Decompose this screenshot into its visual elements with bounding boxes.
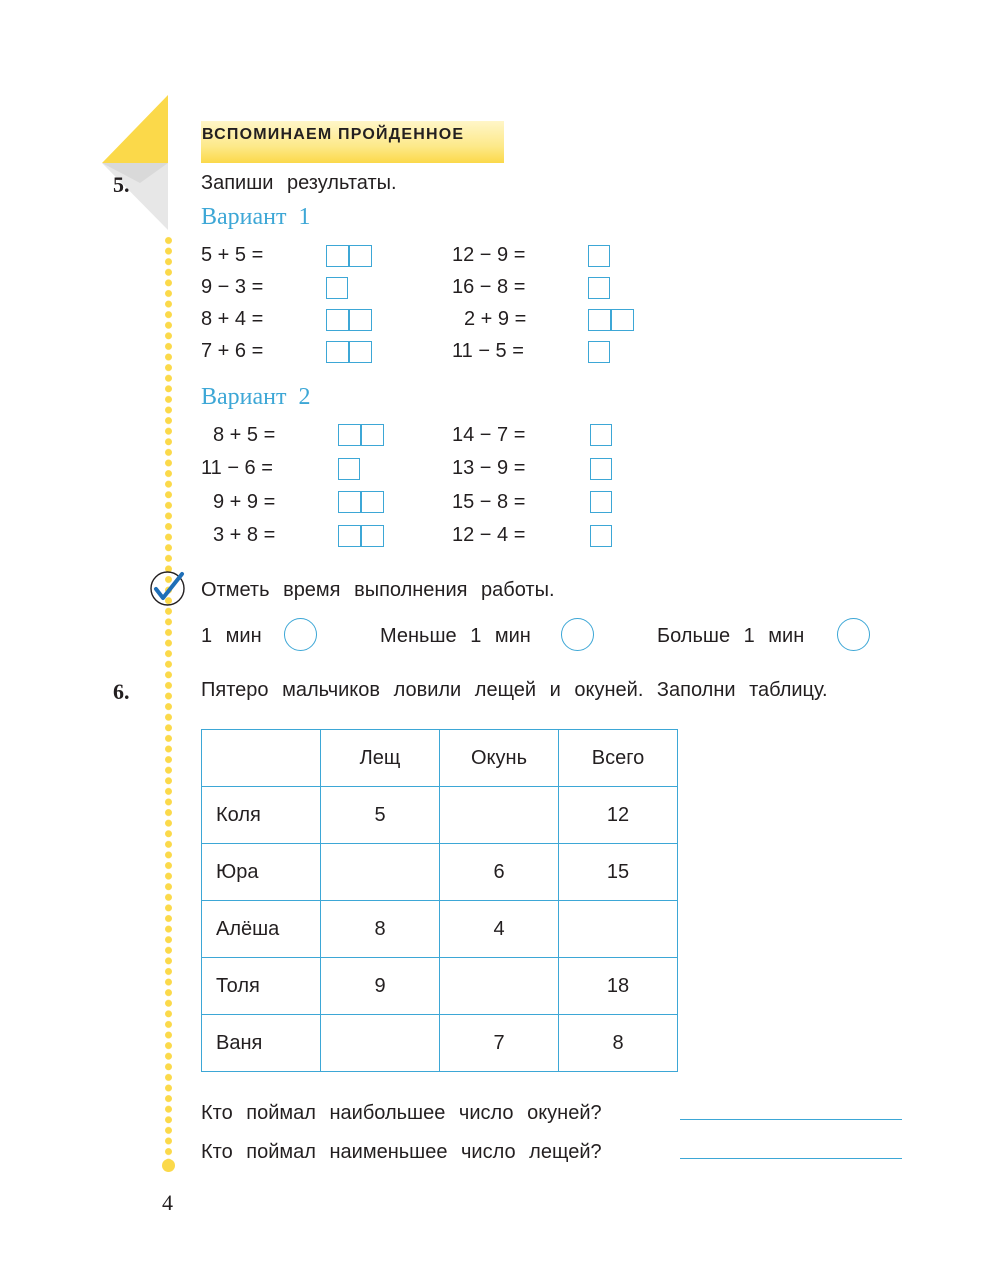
v2-left-eq-1: 8 + 5 = [213, 424, 276, 446]
answer-line-2[interactable] [680, 1158, 902, 1159]
table-cell[interactable] [321, 844, 440, 901]
table-cell[interactable]: 9 [321, 958, 440, 1015]
table-cell-name: Юра [202, 844, 321, 901]
v2-left-eq-2: 11 − 6 = [201, 457, 273, 479]
table-cell[interactable]: 18 [559, 958, 678, 1015]
answer-box-single[interactable] [590, 525, 612, 547]
v1-left-eq-3: 8 + 4 = [201, 308, 264, 330]
table-cell-name: Ваня [202, 1015, 321, 1072]
answer-box-single[interactable] [590, 458, 612, 480]
v2-left-eq-3: 9 + 9 = [213, 491, 276, 513]
task-5-number: 5. [113, 172, 130, 197]
table-cell[interactable]: 12 [559, 787, 678, 844]
table-row [202, 844, 678, 901]
timing-option-radio-2[interactable] [561, 618, 594, 651]
table-cell[interactable]: 4 [440, 901, 559, 958]
table-cell[interactable] [559, 901, 678, 958]
answer-box-double[interactable] [326, 309, 372, 331]
checkmark-icon [149, 570, 186, 607]
table-header-cell: Окунь [440, 730, 559, 787]
section-header-title: ВСПОМИНАЕМ ПРОЙДЕННОЕ [202, 126, 465, 143]
table-header-cell [202, 730, 321, 787]
table-row [202, 787, 678, 844]
table-header-cell: Всего [559, 730, 678, 787]
table-cell-name: Коля [202, 787, 321, 844]
answer-box-double[interactable] [326, 245, 372, 267]
task-6-number: 6. [113, 679, 130, 704]
corner-decoration [100, 95, 170, 230]
v2-right-eq-4: 12 − 4 = [452, 524, 526, 546]
table-cell[interactable]: 8 [559, 1015, 678, 1072]
v2-left-eq-4: 3 + 8 = [213, 524, 276, 546]
v1-left-eq-2: 9 − 3 = [201, 276, 264, 298]
table-header-row [202, 730, 678, 787]
timing-option-label-1: 1 мин [201, 625, 262, 647]
v1-right-eq-2: 16 − 8 = [452, 276, 526, 298]
answer-box-double[interactable] [326, 341, 372, 363]
margin-dotted-line [164, 236, 173, 1166]
table-row [202, 1015, 678, 1072]
table-row [202, 958, 678, 1015]
v2-right-eq-2: 13 − 9 = [452, 457, 526, 479]
timing-option-label-3: Больше 1 мин [657, 625, 805, 647]
task-5-instruction: Запиши результаты. [201, 172, 397, 194]
table-cell[interactable] [440, 787, 559, 844]
answer-box-double[interactable] [338, 491, 384, 513]
table-cell[interactable] [440, 958, 559, 1015]
table-cell[interactable]: 7 [440, 1015, 559, 1072]
answer-box-single[interactable] [338, 458, 360, 480]
answer-box-single[interactable] [588, 341, 610, 363]
fish-table [201, 729, 678, 1072]
v1-right-eq-3: 2 + 9 = [464, 308, 527, 330]
variant-1-title: Вариант 1 [201, 204, 311, 230]
answer-box-single[interactable] [326, 277, 348, 299]
v1-left-eq-1: 5 + 5 = [201, 244, 264, 266]
timing-option-label-2: Меньше 1 мин [380, 625, 531, 647]
table-header-cell: Лещ [321, 730, 440, 787]
answer-box-single[interactable] [590, 491, 612, 513]
answer-box-double[interactable] [338, 525, 384, 547]
task-6-instruction: Пятеро мальчиков ловили лещей и окуней. Заполни таблицу. [201, 679, 828, 701]
table-cell[interactable]: 5 [321, 787, 440, 844]
table-cell[interactable]: 15 [559, 844, 678, 901]
question-1: Кто поймал наибольшее число окуней? [201, 1102, 602, 1124]
timing-option-radio-1[interactable] [284, 618, 317, 651]
question-2: Кто поймал наименьшее число лещей? [201, 1141, 602, 1163]
answer-box-double[interactable] [338, 424, 384, 446]
answer-line-1[interactable] [680, 1119, 902, 1120]
table-cell-name: Алёша [202, 901, 321, 958]
v1-right-eq-4: 11 − 5 = [452, 340, 524, 362]
table-cell-name: Толя [202, 958, 321, 1015]
v2-right-eq-3: 15 − 8 = [452, 491, 526, 513]
table-cell[interactable]: 8 [321, 901, 440, 958]
v1-left-eq-4: 7 + 6 = [201, 340, 264, 362]
v2-right-eq-1: 14 − 7 = [452, 424, 526, 446]
margin-dotted-line-end [162, 1159, 175, 1172]
v1-right-eq-1: 12 − 9 = [452, 244, 526, 266]
answer-box-single[interactable] [590, 424, 612, 446]
timing-instruction: Отметь время выполнения работы. [201, 579, 555, 601]
answer-box-single[interactable] [588, 277, 610, 299]
page-number: 4 [162, 1190, 173, 1215]
timing-option-radio-3[interactable] [837, 618, 870, 651]
table-cell[interactable]: 6 [440, 844, 559, 901]
answer-box-single[interactable] [588, 245, 610, 267]
variant-2-title: Вариант 2 [201, 384, 311, 410]
answer-box-double[interactable] [588, 309, 634, 331]
table-row [202, 901, 678, 958]
table-cell[interactable] [321, 1015, 440, 1072]
